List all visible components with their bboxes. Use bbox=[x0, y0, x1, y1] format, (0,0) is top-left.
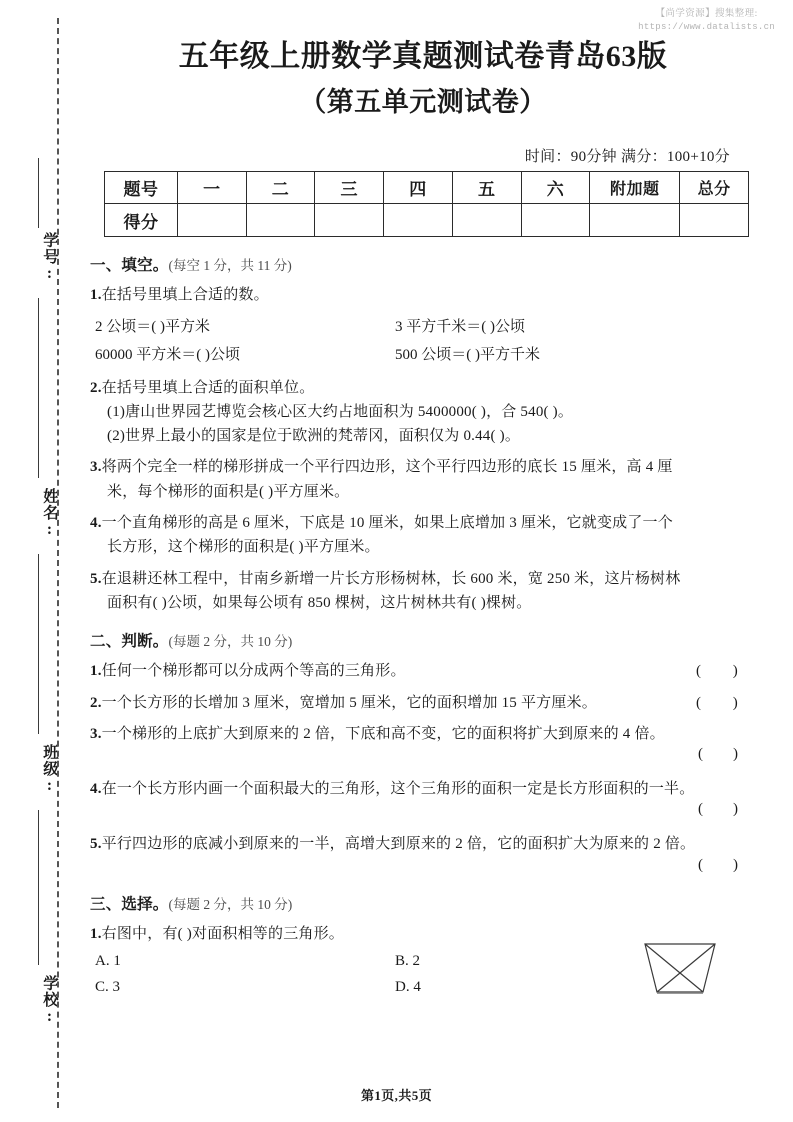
score-col-bonus: 附加题 bbox=[590, 172, 680, 204]
question-number: 1. bbox=[90, 663, 102, 680]
conversion-row-2 bbox=[78, 343, 778, 369]
question-fill-3 bbox=[90, 455, 778, 504]
section-heading-choice-label: 三、选择。 bbox=[90, 895, 169, 913]
trapezoid-figure bbox=[640, 938, 720, 1005]
page-title: 五年级上册数学真题测试卷青岛63版 bbox=[178, 40, 668, 73]
question-number: 1. bbox=[90, 925, 102, 942]
score-cell-bonus[interactable] bbox=[590, 204, 680, 237]
rail-line-4 bbox=[38, 810, 39, 965]
answer-bracket[interactable]: ( ) bbox=[696, 694, 738, 711]
section-heading-judge-label: 二、判断。 bbox=[90, 633, 169, 651]
question-number: 2. bbox=[90, 694, 102, 711]
score-col-2: 二 bbox=[246, 172, 315, 204]
question-sub-1[interactable]: (1)唐山世界园艺博览会核心区大约占地面积为 5400000( )，合 540( )。 bbox=[107, 403, 574, 420]
question-number: 3. bbox=[90, 459, 102, 476]
question-judge-5 bbox=[90, 832, 778, 856]
table-row bbox=[105, 204, 749, 237]
score-col-total: 总分 bbox=[680, 172, 749, 204]
score-cell-2[interactable] bbox=[246, 204, 315, 237]
question-stem: 在括号里填上合适的面积单位。 bbox=[101, 379, 315, 396]
conversion-right[interactable]: 3 平方千米＝( )公顷 bbox=[395, 318, 525, 335]
trapezoid-with-diagonals-icon bbox=[640, 938, 720, 1000]
choice-option-d[interactable]: D. 4 bbox=[395, 979, 421, 996]
score-table-row-label: 题号 bbox=[105, 172, 178, 204]
question-number: 3. bbox=[90, 725, 102, 742]
question-fill-5 bbox=[90, 567, 778, 616]
cut-line bbox=[57, 18, 59, 1108]
score-cell-total[interactable] bbox=[680, 204, 749, 237]
judge-statement: 一个梯形的上底扩大到原来的 2 倍，下底和高不变，它的面积将扩大到原来的 4 倍。 bbox=[101, 725, 665, 742]
judge-text bbox=[90, 659, 406, 683]
question-number: 4. bbox=[90, 515, 102, 532]
score-table bbox=[104, 171, 749, 237]
section-heading-choice-points: (每题 2 分，共 10 分) bbox=[168, 896, 293, 912]
question-fill-1 bbox=[90, 283, 778, 307]
judge-statement: 任何一个梯形都可以分成两个等高的三角形。 bbox=[101, 663, 406, 680]
judge-text bbox=[90, 691, 597, 715]
margin-label-name: 姓名: bbox=[41, 488, 58, 539]
watermark-source: 【尚学资源】搜集整理: bbox=[655, 9, 758, 19]
section-heading-fill bbox=[90, 253, 778, 275]
conversion-left[interactable]: 2 公顷＝( )平方米 bbox=[95, 318, 210, 335]
section-heading-fill-label: 一、填空。 bbox=[90, 257, 169, 275]
exam-content bbox=[78, 0, 778, 1001]
score-cell-1[interactable] bbox=[177, 204, 246, 237]
score-cell-4[interactable] bbox=[384, 204, 453, 237]
score-col-4: 四 bbox=[384, 172, 453, 204]
score-cell-3[interactable] bbox=[315, 204, 384, 237]
margin-label-class: 班级: bbox=[41, 744, 58, 795]
margin-rail bbox=[0, 0, 72, 1122]
question-judge-1 bbox=[90, 659, 778, 683]
conversion-row-1 bbox=[78, 315, 778, 341]
score-col-6: 六 bbox=[521, 172, 590, 204]
score-cell-5[interactable] bbox=[452, 204, 521, 237]
question-line-1: 一个直角梯形的高是 6 厘米，下底是 10 厘米，如果上底增加 3 厘米，它就变成了一个 bbox=[101, 515, 673, 532]
question-judge-2 bbox=[90, 691, 778, 715]
answer-bracket[interactable]: ( ) bbox=[698, 746, 738, 763]
margin-label-school: 学校: bbox=[41, 975, 58, 1026]
question-fill-2 bbox=[90, 376, 778, 449]
section-heading-choice bbox=[90, 892, 778, 914]
conversion-right[interactable]: 500 公顷＝( )平方千米 bbox=[395, 347, 540, 364]
judge-statement: 一个长方形的长增加 3 厘米，宽增加 5 厘米，它的面积增加 15 平方厘米。 bbox=[101, 694, 597, 711]
score-table-row-label: 得分 bbox=[105, 204, 178, 237]
question-number: 5. bbox=[90, 570, 102, 587]
judge-statement: 平行四边形的底减小到原来的一半，高增大到原来的 2 倍，它的面积扩大为原来的 2 倍。 bbox=[101, 836, 696, 853]
section-heading-judge bbox=[90, 629, 778, 651]
question-number: 1. bbox=[90, 287, 102, 304]
question-number: 5. bbox=[90, 836, 102, 853]
question-judge-4 bbox=[90, 777, 778, 801]
question-fill-4 bbox=[90, 511, 778, 560]
question-stem: 在括号里填上合适的数。 bbox=[101, 287, 269, 304]
section-heading-judge-points: (每题 2 分，共 10 分) bbox=[168, 634, 293, 650]
choice-option-b[interactable]: B. 2 bbox=[395, 953, 421, 969]
answer-bracket[interactable]: ( ) bbox=[698, 856, 738, 873]
rail-line-3 bbox=[38, 554, 39, 734]
question-stem[interactable]: 右图中，有( )对面积相等的三角形。 bbox=[101, 925, 344, 942]
score-col-3: 三 bbox=[315, 172, 384, 204]
margin-label-student-id: 学号: bbox=[41, 232, 58, 283]
rail-line-2 bbox=[38, 298, 39, 478]
question-line-2[interactable]: 米，每个梯形的面积是( )平方厘米。 bbox=[107, 483, 350, 500]
choice-option-c[interactable]: C. 3 bbox=[95, 979, 121, 996]
table-row bbox=[105, 172, 749, 204]
watermark-url: https://www.datalists.cn bbox=[638, 21, 775, 32]
question-sub-2[interactable]: (2)世界上最小的国家是位于欧洲的梵蒂冈，面积仅为 0.44( )。 bbox=[107, 428, 521, 445]
question-line-1: 在退耕还林工程中，甘南乡新增一片长方形杨树林，长 600 米，宽 250 米，这片杨树林 bbox=[101, 570, 681, 587]
question-line-1: 将两个完全一样的梯形拼成一个平行四边形，这个平行四边形的底长 15 厘米，高 4 厘 bbox=[101, 459, 673, 476]
question-judge-3 bbox=[90, 722, 778, 746]
exam-meta: 时间：90分钟 满分：100+10分 bbox=[524, 149, 730, 166]
score-cell-6[interactable] bbox=[521, 204, 590, 237]
score-col-1: 一 bbox=[177, 172, 246, 204]
section-heading-fill-points: (每空 1 分，共 11 分) bbox=[168, 258, 292, 274]
score-col-5: 五 bbox=[452, 172, 521, 204]
question-number: 4. bbox=[90, 781, 102, 798]
question-number: 2. bbox=[90, 379, 102, 396]
judge-statement: 在一个长方形内画一个面积最大的三角形，这个三角形的面积一定是长方形面积的一半。 bbox=[101, 781, 695, 798]
choice-option-a[interactable]: A. 1 bbox=[95, 953, 121, 969]
answer-bracket[interactable]: ( ) bbox=[696, 663, 738, 680]
question-line-2[interactable]: 面积有( )公顷，如果每公顷有 850 棵树，这片树林共有( )棵树。 bbox=[107, 594, 532, 611]
question-line-2[interactable]: 长方形，这个梯形的面积是( )平方厘米。 bbox=[107, 539, 380, 556]
page-subtitle: （第五单元测试卷） bbox=[299, 86, 547, 117]
conversion-left[interactable]: 60000 平方米＝( )公顷 bbox=[95, 347, 240, 364]
answer-bracket[interactable]: ( ) bbox=[698, 801, 738, 818]
page-footer: 第1页,共5页 bbox=[360, 1088, 433, 1103]
rail-line-1 bbox=[38, 158, 39, 228]
